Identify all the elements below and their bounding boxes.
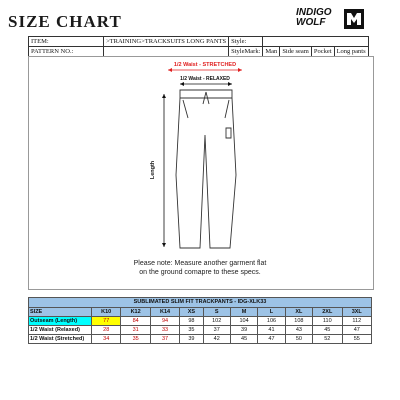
value-cell: 47 xyxy=(258,335,285,344)
note-line1: Please note: Measure another garment flat xyxy=(133,260,267,267)
value-cell: 35 xyxy=(121,335,150,344)
stylemark-pocket: Pocket xyxy=(311,47,334,57)
value-cell: 110 xyxy=(313,317,342,326)
value-cell: 106 xyxy=(258,317,285,326)
spec-table xyxy=(28,307,372,344)
waist-stretched-label: 1/2 Waist - STRETCHED xyxy=(173,62,237,68)
value-cell: 39 xyxy=(180,335,203,344)
stylemark-label: StyleMark: xyxy=(229,47,263,57)
size-header: SIZE xyxy=(29,308,92,317)
value-cell: 108 xyxy=(285,317,312,326)
table-row xyxy=(29,335,372,344)
value-cell: 39 xyxy=(230,326,257,335)
value-cell: 33 xyxy=(150,326,179,335)
value-cell: 98 xyxy=(180,317,203,326)
size-cell: S xyxy=(203,308,230,317)
table-row xyxy=(29,326,372,335)
value-cell: 31 xyxy=(121,326,150,335)
value-cell: 55 xyxy=(342,335,372,344)
logo-line1: INDIGO xyxy=(296,7,332,18)
value-cell: 35 xyxy=(180,326,203,335)
size-cell: K10 xyxy=(92,308,121,317)
value-cell: 52 xyxy=(313,335,342,344)
spec-header-row xyxy=(29,308,372,317)
item-value: >TRAINING>TRACKSUITS LONG PANTS xyxy=(104,37,229,47)
value-cell: 77 xyxy=(92,317,121,326)
row-label-waist-relaxed: 1/2 Waist (Relaxed) xyxy=(29,326,92,335)
page-title: SIZE CHART xyxy=(8,12,122,31)
stylemark-long-pants: Long pants xyxy=(334,47,368,57)
table-row xyxy=(29,317,372,326)
value-cell: 28 xyxy=(92,326,121,335)
stylemark-side-seam: Side seam xyxy=(280,47,312,57)
value-cell: 94 xyxy=(150,317,179,326)
size-cell: K12 xyxy=(121,308,150,317)
item-label: ITEM: xyxy=(29,37,104,47)
value-cell: 84 xyxy=(121,317,150,326)
value-cell: 47 xyxy=(342,326,372,335)
note-line2: on the ground comapre to these specs. xyxy=(139,269,261,276)
stylemark-man: Man xyxy=(263,47,280,57)
value-cell: 42 xyxy=(203,335,230,344)
value-cell: 34 xyxy=(92,335,121,344)
value-cell: 50 xyxy=(285,335,312,344)
size-cell: L xyxy=(258,308,285,317)
value-cell: 45 xyxy=(313,326,342,335)
row-label-waist-stretched: 1/2 Waist (Stretched) xyxy=(29,335,92,344)
pattern-label: PATTERN NO.: xyxy=(29,47,104,57)
length-label: Length xyxy=(150,160,156,180)
size-cell: 3XL xyxy=(342,308,372,317)
value-cell: 104 xyxy=(230,317,257,326)
value-cell: 43 xyxy=(285,326,312,335)
value-cell: 102 xyxy=(203,317,230,326)
value-cell: 41 xyxy=(258,326,285,335)
logo-line2: WOLF xyxy=(296,17,326,28)
size-cell: 2XL xyxy=(313,308,342,317)
row-label-outseam: Outseam (Length) xyxy=(29,317,92,326)
style-label: Style: xyxy=(229,37,263,47)
size-cell: K14 xyxy=(150,308,179,317)
spec-table-wrapper xyxy=(28,297,372,344)
pants-outline xyxy=(176,90,236,248)
value-cell: 45 xyxy=(230,335,257,344)
size-cell: M xyxy=(230,308,257,317)
value-cell: 37 xyxy=(150,335,179,344)
value-cell: 112 xyxy=(342,317,372,326)
value-cell: 37 xyxy=(203,326,230,335)
spec-table-title: SUBLIMATED SLIM FIT TRACKPANTS - IDG-XLK33 xyxy=(28,297,372,307)
size-cell: XL xyxy=(285,308,312,317)
size-cell: XS xyxy=(180,308,203,317)
measurement-note xyxy=(28,259,372,277)
waist-relaxed-label: 1/2 Waist - RELAXED xyxy=(180,76,230,82)
